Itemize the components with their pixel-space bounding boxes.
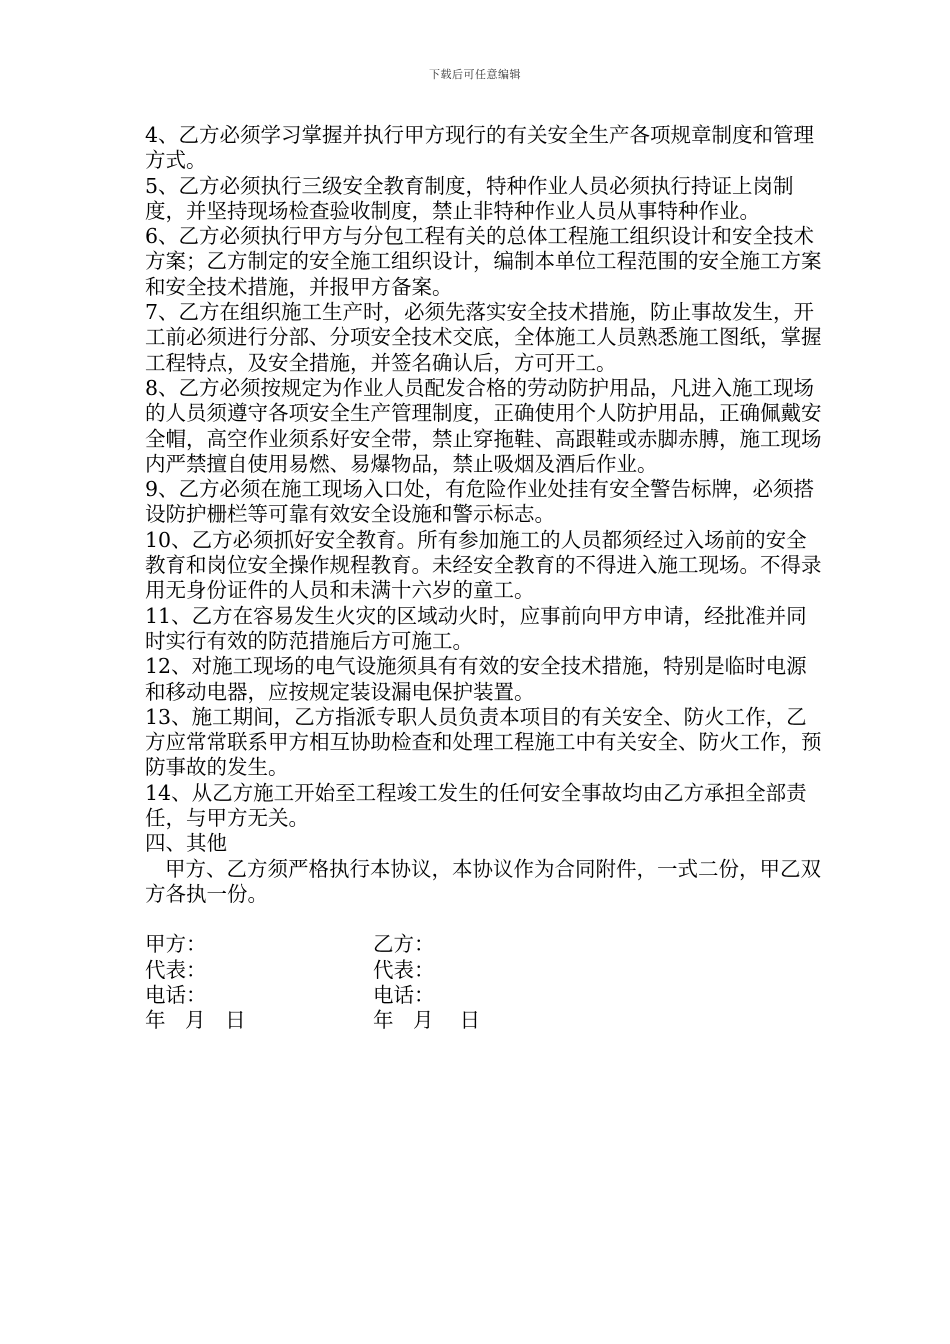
signature-block (145, 932, 825, 1033)
phone-b-label: 电话： (373, 982, 435, 1007)
clause-9: 9、乙方必须在施工现场入口处，有危险作业处挂有安全警告标牌，必须搭设防护栅栏等可靠有效安全设施和警示标志。 (145, 477, 815, 527)
signature-row-date (145, 1008, 825, 1033)
clause-5: 5、乙方必须执行三级安全教育制度，特种作业人员必须执行持证上岗制度，并坚持现场检查验收制度，禁止非特种作业人员从事特种作业。 (145, 173, 794, 223)
date-b-label: 年 月 日 (373, 1008, 481, 1033)
clause-11: 11、乙方在容易发生火灾的区域动火时，应事前向甲方申请，经批准并同时实行有效的防范措施后方可施工。 (145, 603, 807, 653)
date-a-label: 年 月 日 (145, 1008, 246, 1033)
representative-a-label: 代表： (145, 957, 207, 982)
phone-a-label: 电话： (145, 982, 207, 1007)
clause-13: 13、施工期间，乙方指派专职人员负责本项目的有关安全、防火工作，乙方应常常联系甲方相互协助检查和处理工程施工中有关安全、防火工作，预防事故的发生。 (145, 704, 822, 780)
signature-row-phone (145, 983, 825, 1008)
clause-12: 12、对施工现场的电气设施须具有有效的安全技术措施，特别是临时电源和移动电器，应按规定装设漏电保护装置。 (145, 654, 807, 704)
closing-paragraph: 甲方、乙方须严格执行本协议，本协议作为合同附件，一式二份，甲乙双方各执一份。 (145, 856, 821, 906)
document-body (145, 123, 825, 1033)
party-b-label: 乙方： (373, 932, 435, 957)
clause-10: 10、乙方必须抓好安全教育。所有参加施工的人员都须经过入场前的安全教育和岗位安全操作规程教育。未经安全教育的不得进入施工现场。不得录用无身份证件的人员和未满十六岁的童工。 (145, 527, 822, 603)
section-heading: 四、其他 (145, 831, 227, 856)
clause-4: 4、乙方必须学习掌握并执行甲方现行的有关安全生产各项规章制度和管理方式。 (145, 123, 815, 173)
clause-14: 14、从乙方施工开始至工程竣工发生的任何安全事故均由乙方承担全部责任，与甲方无关。 (145, 780, 807, 831)
signature-row-representative (145, 958, 825, 983)
representative-b-label: 代表： (373, 957, 435, 982)
party-a-label: 甲方： (145, 932, 207, 957)
clause-7: 7、乙方在组织施工生产时，必须先落实安全技术措施，防止事故发生，开工前必须进行分部、分项安全技术交底，全体施工人员熟悉施工图纸，掌握工程特点，及安全措施，并签名确认后，方可开工。 (145, 300, 822, 375)
signature-row-party (145, 932, 825, 957)
page-header: 下载后可任意编辑 (429, 68, 521, 81)
clause-6: 6、乙方必须执行甲方与分包工程有关的总体工程施工组织设计和安全技术方案；乙方制定的安全施工组织设计，编制本单位工程范围的安全施工方案和安全技术措施，并报甲方备案。 (145, 224, 822, 299)
clause-8: 8、乙方必须按规定为作业人员配发合格的劳动防护用品，凡进入施工现场的人员须遵守各项安全生产管理制度，正确使用个人防护用品，正确佩戴安全帽，高空作业须系好安全带，禁止穿拖鞋、高跟鞋或赤脚赤膊，施工现场内严禁擅自使用易燃、易爆物品，禁止吸烟及酒后作业。 (145, 375, 822, 476)
